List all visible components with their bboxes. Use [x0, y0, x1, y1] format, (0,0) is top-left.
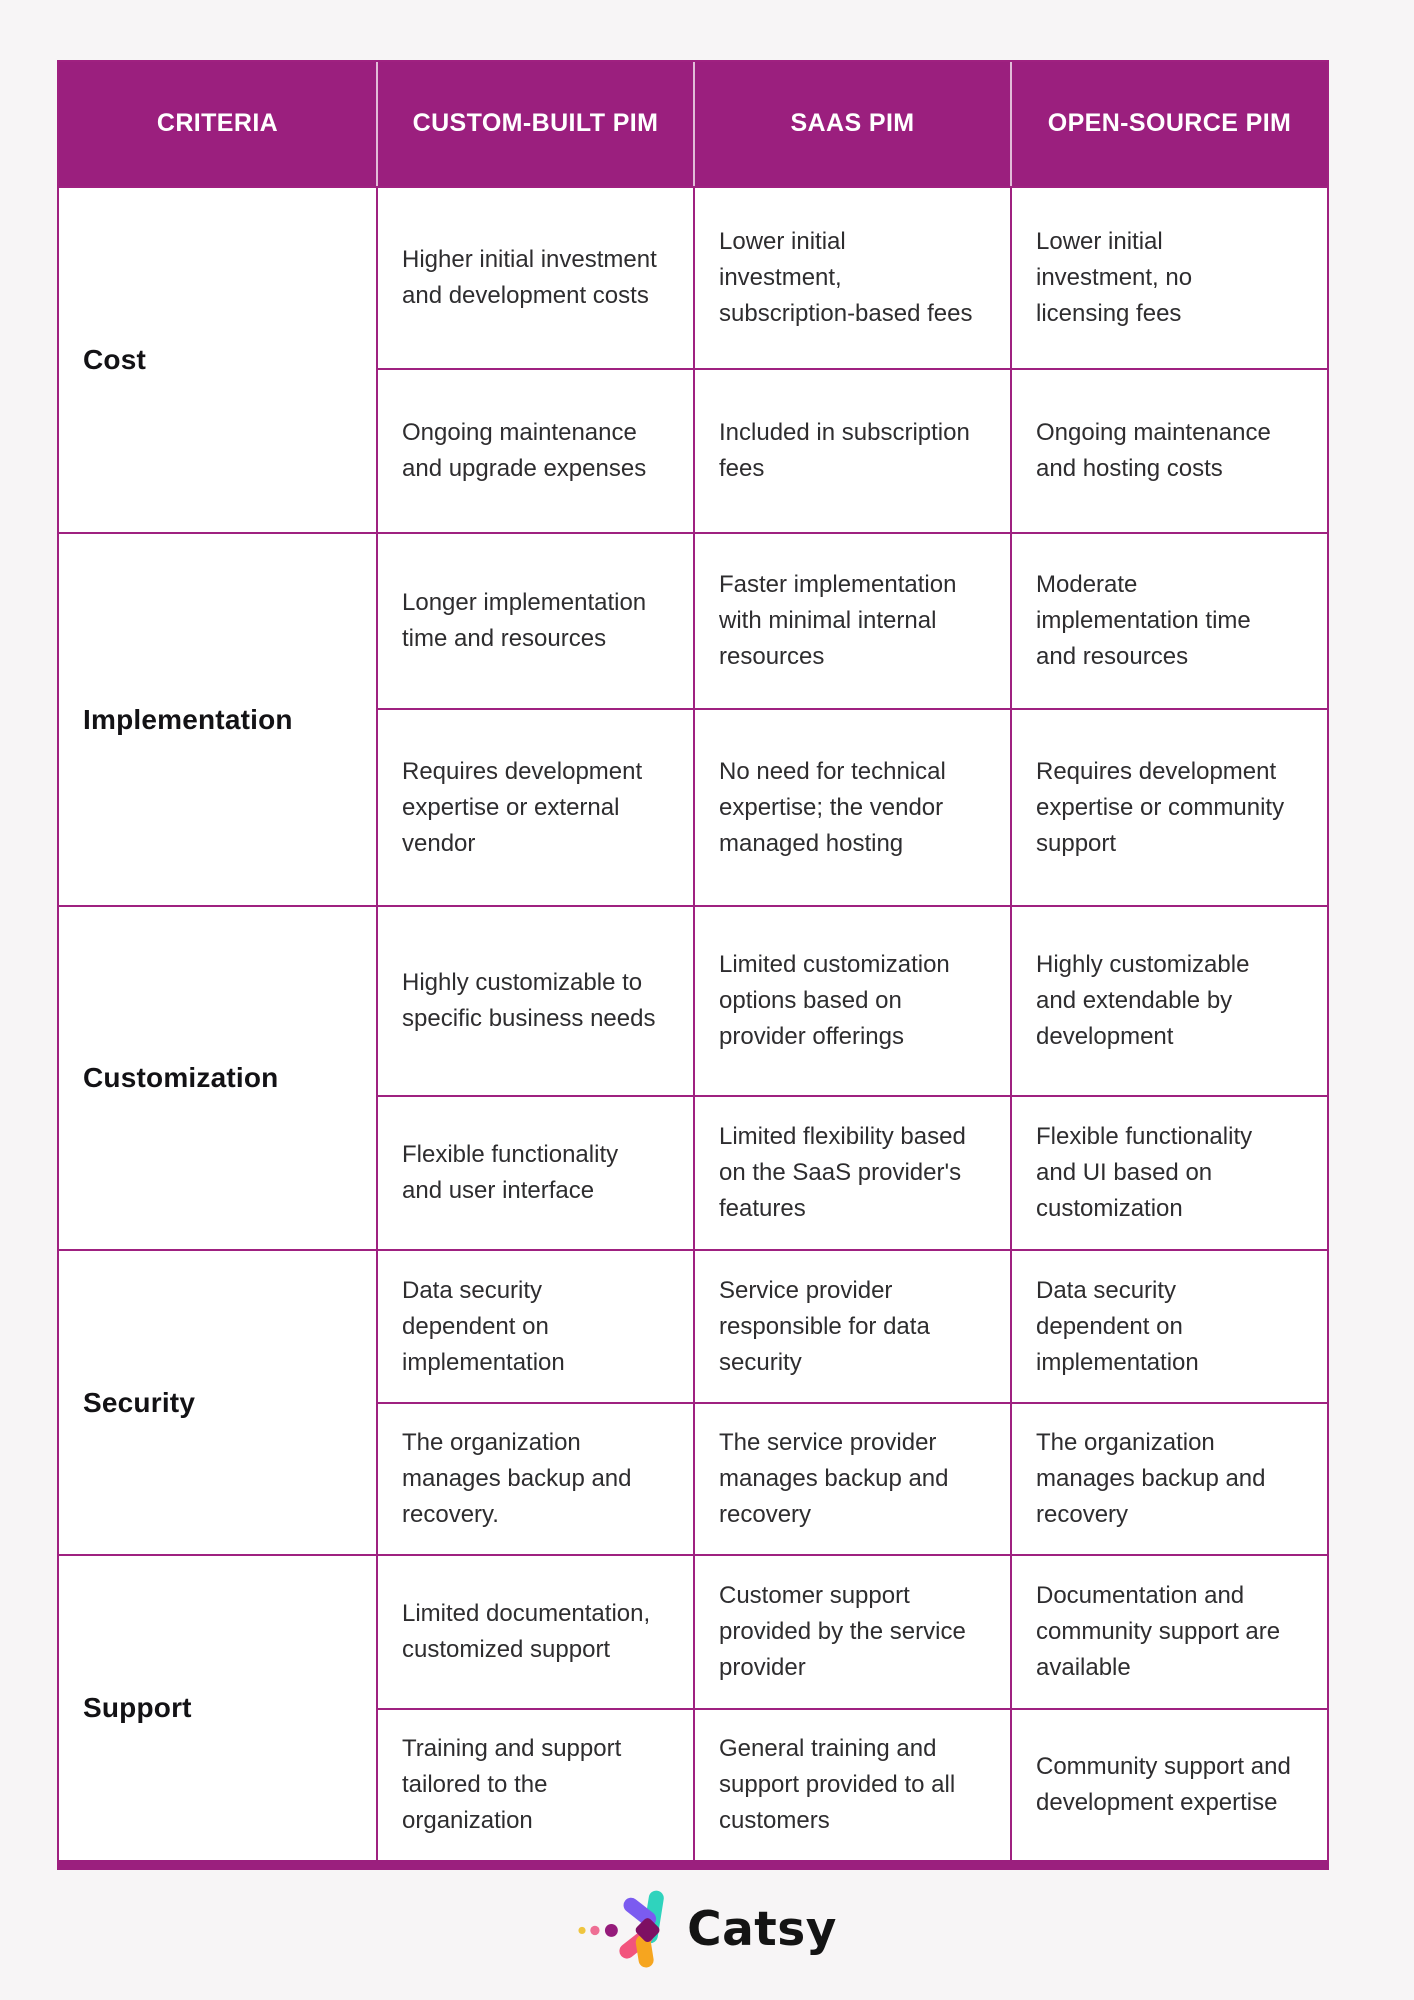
cell-security-saas-2: The service provider manages backup and recovery [693, 1402, 1010, 1554]
cell-security-open-source-1: Data security dependent on implementation [1010, 1249, 1327, 1402]
cell-support-saas-2: General training and support provided to all customers [693, 1708, 1010, 1860]
cell-customization-saas-1: Limited customization options based on provider offerings [693, 905, 1010, 1095]
column-header-open-source-pim: OPEN-SOURCE PIM [1010, 62, 1327, 186]
cell-support-custom-2: Training and support tailored to the organization [376, 1708, 693, 1860]
table-row [59, 1554, 1327, 1708]
comparison-table [57, 60, 1329, 1870]
cell-security-saas-1: Service provider responsible for data security [693, 1249, 1010, 1402]
brand-name: Catsy [687, 1901, 837, 1957]
criteria-cell-security: Security [59, 1249, 376, 1554]
cell-implementation-open-source-2: Requires development expertise or community support [1010, 708, 1327, 905]
column-header-saas-pim: SAAS PIM [693, 62, 1010, 186]
criteria-cell-implementation: Implementation [59, 532, 376, 905]
cell-implementation-saas-1: Faster implementation with minimal internal resources [693, 532, 1010, 708]
cell-customization-open-source-2: Flexible functionality and UI based on customization [1010, 1095, 1327, 1249]
criteria-cell-customization: Customization [59, 905, 376, 1249]
cell-support-saas-1: Customer support provided by the service provider [693, 1554, 1010, 1708]
cell-implementation-saas-2: No need for technical expertise; the vendor managed hosting [693, 708, 1010, 905]
cell-cost-saas-1: Lower initial investment, subscription-based fees [693, 186, 1010, 368]
cell-support-custom-1: Limited documentation, customized support [376, 1554, 693, 1708]
table-row [59, 186, 1327, 368]
cell-customization-saas-2: Limited flexibility based on the SaaS provider's features [693, 1095, 1010, 1249]
table-row [59, 1249, 1327, 1402]
cell-cost-saas-2: Included in subscription fees [693, 368, 1010, 532]
table-row [59, 905, 1327, 1095]
pim-comparison-table [59, 62, 1327, 1860]
cell-security-custom-1: Data security dependent on implementation [376, 1249, 693, 1402]
cell-customization-custom-1: Highly customizable to specific business needs [376, 905, 693, 1095]
cell-security-custom-2: The organization manages backup and recovery. [376, 1402, 693, 1554]
cell-support-open-source-2: Community support and development expertise [1010, 1708, 1327, 1860]
cell-customization-custom-2: Flexible functionality and user interface [376, 1095, 693, 1249]
cell-implementation-open-source-1: Moderate implementation time and resources [1010, 532, 1327, 708]
cell-cost-open-source-2: Ongoing maintenance and hosting costs [1010, 368, 1327, 532]
cell-security-open-source-2: The organization manages backup and recovery [1010, 1402, 1327, 1554]
footer-logo [0, 1886, 1414, 1972]
header-row [59, 62, 1327, 186]
cell-customization-open-source-1: Highly customizable and extendable by development [1010, 905, 1327, 1095]
criteria-cell-support: Support [59, 1554, 376, 1860]
catsy-logo-icon [577, 1886, 673, 1972]
column-header-custom-built-pim: CUSTOM-BUILT PIM [376, 62, 693, 186]
table-row [59, 532, 1327, 708]
criteria-cell-cost: Cost [59, 186, 376, 532]
column-header-criteria: CRITERIA [59, 62, 376, 186]
cell-support-open-source-1: Documentation and community support are available [1010, 1554, 1327, 1708]
cell-implementation-custom-1: Longer implementation time and resources [376, 532, 693, 708]
cell-cost-open-source-1: Lower initial investment, no licensing fees [1010, 186, 1327, 368]
cell-implementation-custom-2: Requires development expertise or external vendor [376, 708, 693, 905]
cell-cost-custom-1: Higher initial investment and development costs [376, 186, 693, 368]
cell-cost-custom-2: Ongoing maintenance and upgrade expenses [376, 368, 693, 532]
